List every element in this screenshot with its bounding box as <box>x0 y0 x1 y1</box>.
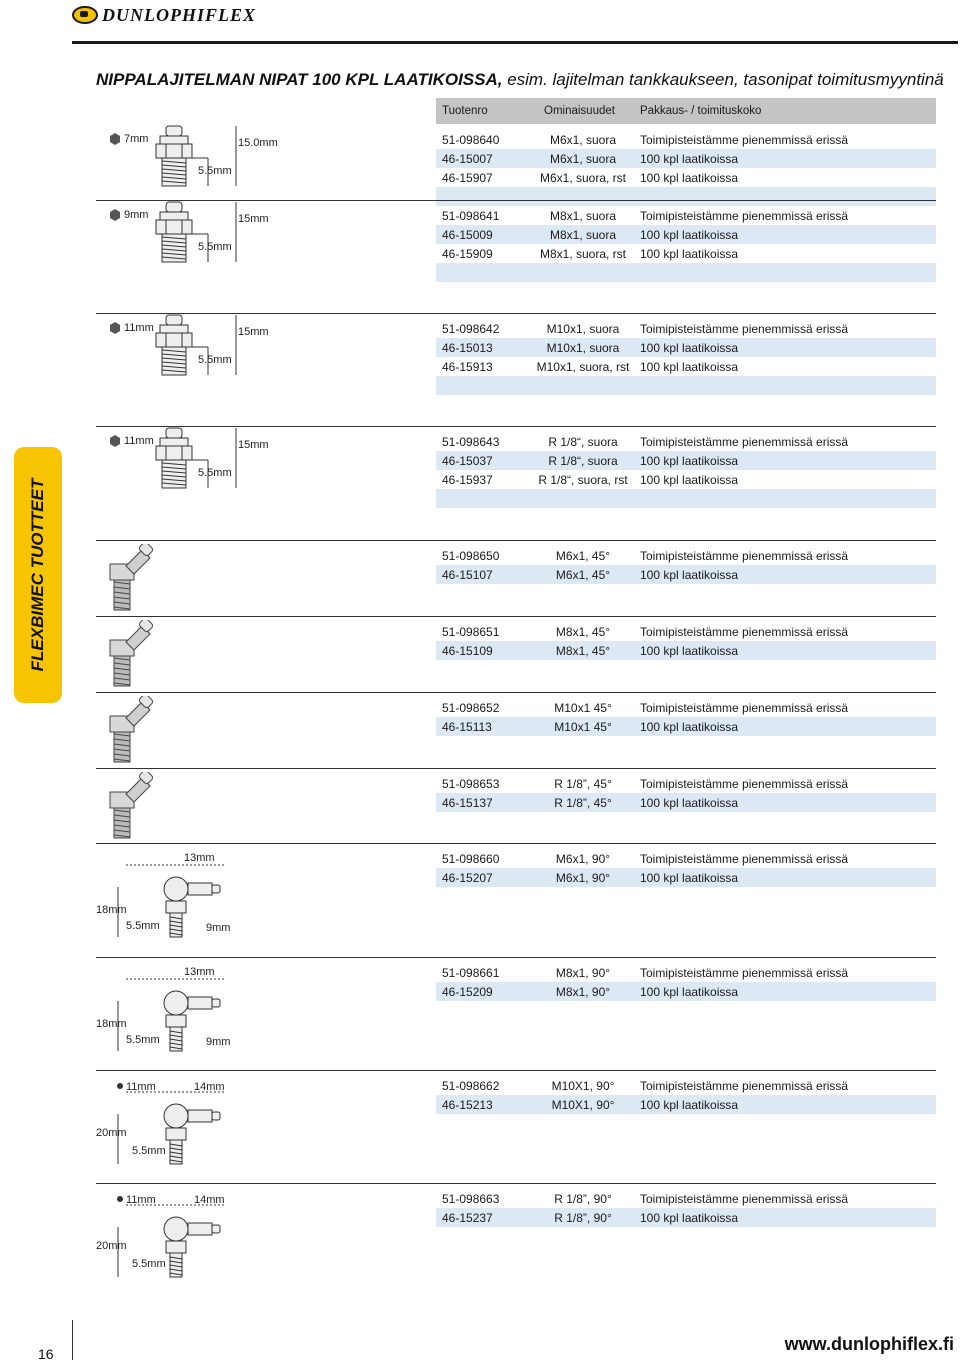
table-row-empty <box>436 1114 936 1133</box>
properties-cell: M8x1, suora <box>549 209 617 223</box>
properties-cell: M6x1, 90° <box>555 871 611 885</box>
hex-symbol-icon <box>110 209 120 221</box>
properties-cell: M6x1, suora <box>549 152 617 166</box>
package-size-cell: 100 kpl laatikoissa <box>640 796 739 810</box>
header-properties: Ominaisuudet <box>544 105 615 117</box>
properties-cell: M10X1, 90° <box>551 1079 615 1093</box>
properties-cell: M8x1, 90° <box>555 966 611 980</box>
table-row <box>436 1076 936 1095</box>
table-row <box>436 868 936 887</box>
properties-cell: M10x1 45° <box>554 701 612 715</box>
properties-cell: R 1/8”, 45° <box>554 777 612 791</box>
dimension-label: 11mm <box>124 435 154 447</box>
product-group <box>96 768 936 843</box>
table-row <box>436 774 936 793</box>
package-size-cell: Toimipisteistämme pienemmissä erissä <box>640 852 849 866</box>
package-size-cell: Toimipisteistämme pienemmissä erissä <box>640 1192 849 1206</box>
fitting-drawing <box>156 126 192 186</box>
properties-cell: M10x1 45° <box>554 720 612 734</box>
properties-cell: M10x1, suora <box>546 341 620 355</box>
properties-cell: M10X1, 90° <box>551 1098 615 1112</box>
fitting-illustration <box>96 200 296 309</box>
table-row-empty <box>436 736 936 755</box>
product-number-cell: 46-15109 <box>442 644 493 658</box>
fitting-illustration <box>96 124 296 196</box>
package-size-cell: 100 kpl laatikoissa <box>640 454 739 468</box>
product-group <box>96 426 936 540</box>
dimension-label: 18mm <box>96 1018 127 1030</box>
product-number-cell: 46-15937 <box>442 473 493 487</box>
package-size-cell: 100 kpl laatikoissa <box>640 171 739 185</box>
fitting-photo <box>110 544 154 610</box>
fitting-illustration <box>96 313 296 422</box>
table-row <box>436 168 936 187</box>
product-number-cell: 46-15037 <box>442 454 493 468</box>
table-row <box>436 565 936 584</box>
fitting-illustration <box>96 847 296 957</box>
table-row-empty <box>436 887 936 906</box>
dimension-label: 5.5mm <box>132 1145 166 1157</box>
fitting-drawing <box>156 202 192 262</box>
dimension-label: 9mm <box>206 1036 231 1048</box>
group-divider <box>96 768 936 769</box>
table-row <box>436 698 936 717</box>
dimension-label: 14mm <box>194 1194 225 1206</box>
brand-logo <box>72 4 256 26</box>
product-number-cell: 51-098643 <box>442 435 500 449</box>
product-number-cell: 51-098660 <box>442 852 500 866</box>
table-row <box>436 1095 936 1114</box>
fitting-illustration <box>96 772 296 843</box>
dimension-label: 13mm <box>184 966 215 978</box>
product-number-cell: 46-15009 <box>442 228 493 242</box>
table-row-empty <box>436 660 936 679</box>
brand-emblem-icon <box>72 6 98 24</box>
table-row-empty <box>436 584 936 603</box>
product-number-cell: 46-15113 <box>442 720 492 734</box>
table-row <box>436 641 936 660</box>
product-number-cell: 46-15913 <box>442 360 493 374</box>
product-group <box>96 200 936 313</box>
fitting-drawing <box>164 1104 220 1164</box>
hex-symbol-icon <box>110 435 120 447</box>
package-size-cell: Toimipisteistämme pienemmissä erissä <box>640 209 849 223</box>
table-row <box>436 546 936 565</box>
package-size-cell: Toimipisteistämme pienemmissä erissä <box>640 1079 849 1093</box>
product-number-cell: 46-15907 <box>442 171 493 185</box>
table-row <box>436 849 936 868</box>
group-divider <box>96 1070 936 1071</box>
product-group <box>96 1070 936 1183</box>
properties-cell: M8x1, 45° <box>555 644 611 658</box>
properties-cell: R 1/8“, suora, rst <box>538 473 628 487</box>
dimension-label: 5.5mm <box>198 354 232 366</box>
brand-name: DUNLOPHIFLEX <box>102 4 257 25</box>
table-row <box>436 357 936 376</box>
product-group <box>96 124 936 200</box>
fitting-photo <box>110 696 154 762</box>
package-size-cell: 100 kpl laatikoissa <box>640 247 739 261</box>
package-size-cell: 100 kpl laatikoissa <box>640 871 739 885</box>
dimension-label: 15mm <box>238 213 269 225</box>
product-number-cell: 46-15909 <box>442 247 493 261</box>
product-number-cell: 51-098653 <box>442 777 500 791</box>
dimension-label: 7mm <box>124 133 149 145</box>
fitting-drawing <box>156 428 192 488</box>
product-number-cell: 46-15207 <box>442 871 493 885</box>
table-row <box>436 319 936 338</box>
product-number-cell: 51-098662 <box>442 1079 500 1093</box>
header-rule <box>72 41 958 44</box>
group-divider <box>96 540 936 541</box>
package-size-cell: 100 kpl laatikoissa <box>640 360 739 374</box>
package-size-cell: Toimipisteistämme pienemmissä erissä <box>640 701 849 715</box>
product-group <box>96 1183 936 1300</box>
group-divider <box>96 1183 936 1184</box>
dimension-label: 5.5mm <box>198 165 232 177</box>
table-row <box>436 432 936 451</box>
package-size-cell: 100 kpl laatikoissa <box>640 985 739 999</box>
table-row <box>436 793 936 812</box>
fitting-illustration <box>96 1074 296 1183</box>
package-size-cell: Toimipisteistämme pienemmissä erissä <box>640 966 849 980</box>
properties-cell: M6x1, 90° <box>555 852 611 866</box>
table-row <box>436 622 936 641</box>
properties-cell: R 1/8“, suora <box>548 435 618 449</box>
package-size-cell: Toimipisteistämme pienemmissä erissä <box>640 777 849 791</box>
properties-cell: M8x1, suora, rst <box>539 247 627 261</box>
product-group <box>96 957 936 1070</box>
properties-cell: M6x1, suora <box>549 133 617 147</box>
dimension-label: 13mm <box>184 852 215 864</box>
group-divider <box>96 616 936 617</box>
dimension-label: 18mm <box>96 904 127 916</box>
header-package-size: Pakkaus- / toimituskoko <box>640 105 762 117</box>
product-number-cell: 51-098640 <box>442 133 500 147</box>
package-size-cell: 100 kpl laatikoissa <box>640 1098 739 1112</box>
table-row <box>436 717 936 736</box>
fitting-illustration <box>96 544 296 616</box>
product-number-cell: 46-15209 <box>442 985 493 999</box>
fitting-illustration <box>96 620 296 692</box>
package-size-cell: 100 kpl laatikoissa <box>640 644 739 658</box>
product-group <box>96 843 936 957</box>
product-number-cell: 51-098641 <box>442 209 500 223</box>
product-number-cell: 46-15137 <box>442 796 493 810</box>
package-size-cell: 100 kpl laatikoissa <box>640 720 739 734</box>
dimension-label: 20mm <box>96 1240 127 1252</box>
footer-rule <box>72 1320 73 1360</box>
dimension-label: 20mm <box>96 1127 127 1139</box>
properties-cell: R 1/8”, 90° <box>554 1192 612 1206</box>
table-row-empty <box>436 1001 936 1020</box>
table-row <box>436 206 936 225</box>
dimension-label: 5.5mm <box>198 467 232 479</box>
package-size-cell: Toimipisteistämme pienemmissä erissä <box>640 133 849 147</box>
properties-cell: R 1/8”, 45° <box>554 796 612 810</box>
product-number-cell: 51-098661 <box>442 966 500 980</box>
side-tab-label: FLEXBIMEC TUOTTEET <box>28 478 47 672</box>
fitting-photo <box>110 620 154 686</box>
group-divider <box>96 692 936 693</box>
product-number-cell: 46-15013 <box>442 341 493 355</box>
dimension-label: 9mm <box>206 922 231 934</box>
properties-cell: M6x1, 45° <box>555 568 611 582</box>
dimension-label: 5.5mm <box>126 1034 160 1046</box>
package-size-cell: 100 kpl laatikoissa <box>640 568 739 582</box>
product-number-cell: 51-098642 <box>442 322 500 336</box>
properties-cell: M6x1, 45° <box>555 549 611 563</box>
product-number-cell: 46-15237 <box>442 1211 493 1225</box>
fitting-photo <box>110 772 154 838</box>
properties-cell: M8x1, 90° <box>555 985 611 999</box>
table-row <box>436 982 936 1001</box>
product-group <box>96 692 936 768</box>
package-size-cell: Toimipisteistämme pienemmissä erissä <box>640 549 849 563</box>
title-main: NIPPALAJITELMAN NIPAT 100 KPL LAATIKOISSA, <box>96 70 508 89</box>
dimension-label: 11mm <box>124 322 154 334</box>
fitting-illustration <box>96 696 296 768</box>
table-row-empty <box>436 263 936 282</box>
table-row-empty <box>436 376 936 395</box>
properties-cell: M10x1, suora, rst <box>536 360 630 374</box>
dimension-label: 9mm <box>124 209 149 221</box>
package-size-cell: Toimipisteistämme pienemmissä erissä <box>640 435 849 449</box>
properties-cell: R 1/8”, 90° <box>554 1211 612 1225</box>
hex-symbol-icon <box>110 322 120 334</box>
package-size-cell: 100 kpl laatikoissa <box>640 152 739 166</box>
dimension-label: 15.0mm <box>238 137 278 149</box>
page-title <box>96 70 944 90</box>
hex-symbol-icon <box>110 133 120 145</box>
product-group <box>96 616 936 692</box>
dimension-label: 5.5mm <box>198 241 232 253</box>
table-row <box>436 130 936 149</box>
group-divider <box>96 957 936 958</box>
product-number-cell: 46-15213 <box>442 1098 493 1112</box>
table-row <box>436 451 936 470</box>
title-sub: esim. lajitelman tankkaukseen, tasonipat toimitusmyyntinä <box>507 70 944 89</box>
fitting-illustration <box>96 961 296 1070</box>
dimension-label: 11mm <box>126 1081 156 1093</box>
table-row <box>436 338 936 357</box>
page-number: 16 <box>38 1346 54 1362</box>
table-row-empty <box>436 1227 936 1246</box>
product-group <box>96 540 936 616</box>
product-group <box>96 313 936 426</box>
website-link[interactable]: www.dunlophiflex.fi <box>784 1334 954 1354</box>
table-row <box>436 470 936 489</box>
package-size-cell: 100 kpl laatikoissa <box>640 341 739 355</box>
table-header <box>436 98 936 124</box>
table-row <box>436 1208 936 1227</box>
properties-cell: M8x1, 45° <box>555 625 611 639</box>
product-number-cell: 51-098663 <box>442 1192 500 1206</box>
fitting-illustration <box>96 1187 296 1297</box>
table-row <box>436 1189 936 1208</box>
table-row <box>436 963 936 982</box>
properties-cell: M8x1, suora <box>549 228 617 242</box>
header-product-number: Tuotenro <box>442 105 488 117</box>
table-row-empty <box>436 812 936 831</box>
package-size-cell: 100 kpl laatikoissa <box>640 473 739 487</box>
properties-cell: M10x1, suora <box>546 322 620 336</box>
fitting-drawing <box>164 1217 220 1277</box>
dimension-label: 11mm <box>126 1194 156 1206</box>
dimension-label: 14mm <box>194 1081 225 1093</box>
dimension-label: 15mm <box>238 326 269 338</box>
product-number-cell: 51-098650 <box>442 549 500 563</box>
dimension-label: 15mm <box>238 439 269 451</box>
package-size-cell: 100 kpl laatikoissa <box>640 228 739 242</box>
package-size-cell: Toimipisteistämme pienemmissä erissä <box>640 625 849 639</box>
product-number-cell: 46-15007 <box>442 152 493 166</box>
properties-cell: R 1/8“, suora <box>548 454 618 468</box>
dimension-label: 5.5mm <box>132 1258 166 1270</box>
package-size-cell: 100 kpl laatikoissa <box>640 1211 739 1225</box>
product-number-cell: 51-098651 <box>442 625 500 639</box>
properties-cell: M6x1, suora, rst <box>539 171 627 185</box>
fitting-illustration <box>96 426 296 536</box>
table-row-empty <box>436 489 936 508</box>
group-divider <box>96 843 936 844</box>
table-row <box>436 244 936 263</box>
table-row <box>436 225 936 244</box>
product-number-cell: 51-098652 <box>442 701 500 715</box>
dimension-label: 5.5mm <box>126 920 160 932</box>
fitting-drawing <box>156 315 192 375</box>
table-row <box>436 149 936 168</box>
package-size-cell: Toimipisteistämme pienemmissä erissä <box>640 322 849 336</box>
product-number-cell: 46-15107 <box>442 568 493 582</box>
